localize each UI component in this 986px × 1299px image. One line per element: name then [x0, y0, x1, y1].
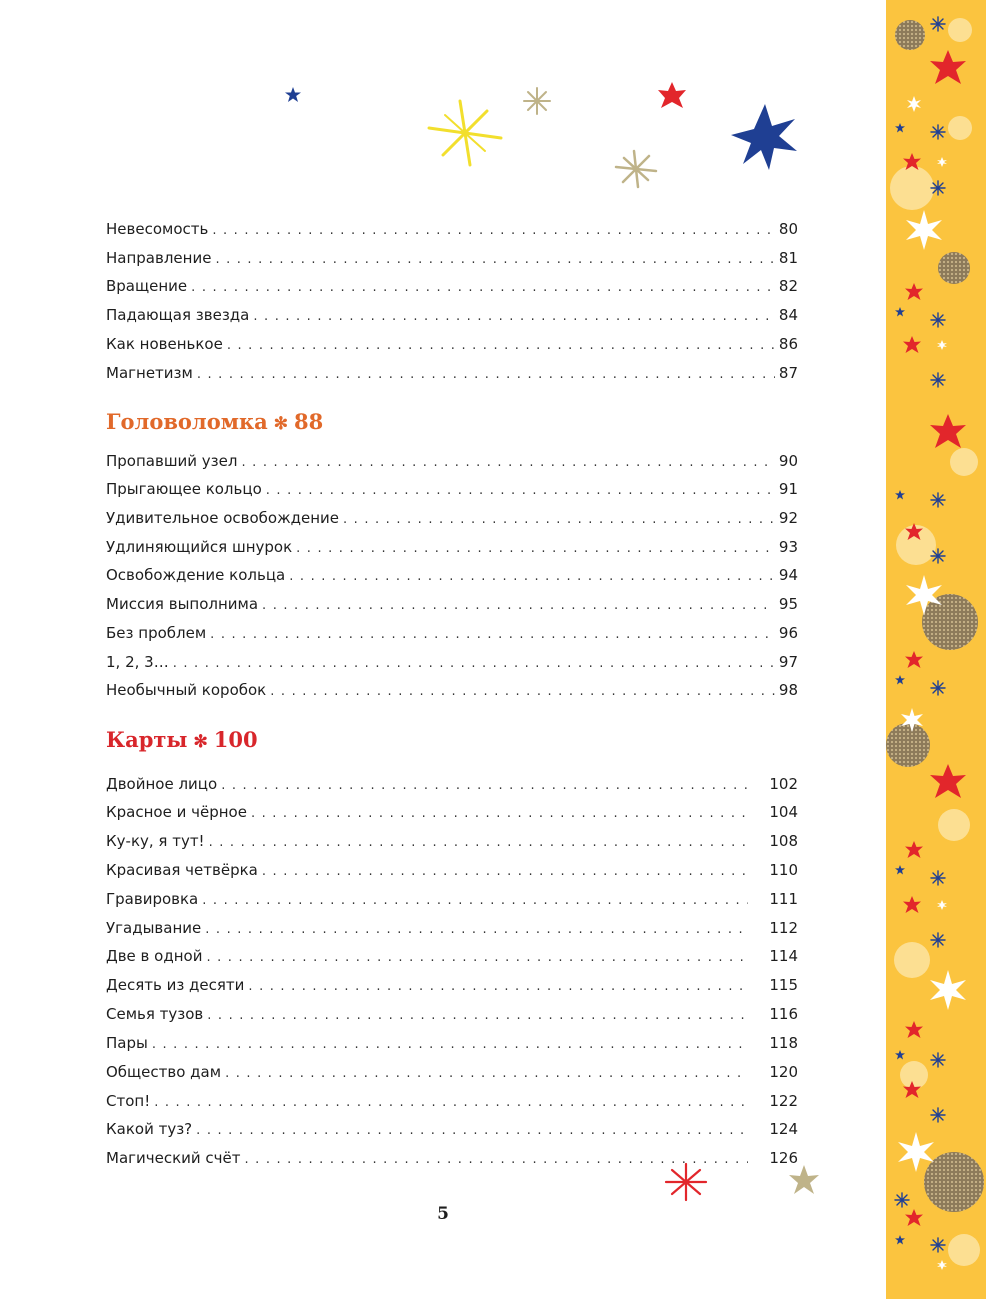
entry-title: Стоп! — [106, 1092, 151, 1110]
toc-entry[interactable] — [106, 1090, 798, 1112]
leader-dots — [248, 976, 748, 998]
khaki-sparkle-icon — [524, 88, 550, 114]
entry-title: Прыгающее кольцо — [106, 480, 262, 498]
entry-title: Миссия выполнима — [106, 595, 259, 613]
toc-entry[interactable] — [106, 679, 798, 701]
toc-entry[interactable] — [106, 450, 798, 472]
entry-title: Угадывание — [106, 919, 202, 937]
leader-dots — [191, 277, 775, 299]
toc-entry[interactable] — [106, 1032, 798, 1054]
entry-page: 104 — [769, 803, 798, 821]
decorative-side-strip — [886, 0, 986, 1299]
entry-title: Падающая звезда — [106, 306, 250, 324]
toc-entry[interactable] — [106, 622, 798, 644]
leader-dots — [173, 653, 775, 675]
big-blue-star-icon — [731, 104, 797, 170]
entry-title: Удивительное освобождение — [106, 509, 339, 527]
entry-title: 1, 2, 3… — [106, 653, 169, 671]
entry-title: Красное и чёрное — [106, 803, 247, 821]
red-star-icon — [658, 82, 686, 108]
toc-entry[interactable] — [106, 478, 798, 500]
entry-page: 118 — [769, 1034, 798, 1052]
toc-entry[interactable] — [106, 333, 798, 355]
entry-title: Магнетизм — [106, 364, 193, 382]
entry-title: Невесомость — [106, 220, 209, 238]
entry-title: Общество дам — [106, 1063, 222, 1081]
leader-dots — [253, 306, 775, 328]
leader-dots — [221, 775, 748, 797]
leader-dots — [205, 919, 748, 941]
entry-title: Удлиняющийся шнурок — [106, 538, 293, 556]
entry-title: Без проблем — [106, 624, 207, 642]
leader-dots — [296, 538, 775, 560]
page-number: 5 — [437, 1204, 449, 1224]
leader-dots — [210, 624, 775, 646]
khaki-sparkle-icon-2 — [616, 151, 656, 187]
entry-title: Семья тузов — [106, 1005, 204, 1023]
entry-title: Двойное лицо — [106, 775, 218, 793]
toc-entry[interactable] — [106, 304, 798, 326]
leader-dots — [241, 452, 774, 474]
toc-entry[interactable] — [106, 945, 798, 967]
toc-entry[interactable] — [106, 536, 798, 558]
entry-title: Пропавший узел — [106, 452, 238, 470]
entry-page: 84 — [778, 306, 798, 324]
entry-page: 97 — [778, 653, 798, 671]
entry-title: Две в одной — [106, 947, 203, 965]
entry-page: 122 — [769, 1092, 798, 1110]
toc-entry[interactable] — [106, 888, 798, 910]
entry-page: 82 — [778, 277, 798, 295]
toc-entry[interactable] — [106, 801, 798, 823]
top-decorative-stars — [0, 0, 886, 210]
entry-title: Пары — [106, 1034, 148, 1052]
entry-title: Какой туз? — [106, 1120, 193, 1138]
entry-page: 126 — [769, 1149, 798, 1167]
leader-dots — [215, 249, 774, 271]
entry-page: 80 — [778, 220, 798, 238]
entry-page: 92 — [778, 509, 798, 527]
toc-entry[interactable] — [106, 1118, 798, 1140]
toc-entry[interactable] — [106, 507, 798, 529]
section-heading-cards[interactable] — [106, 727, 258, 752]
section-page: 100 — [213, 727, 258, 752]
section-title: Карты — [106, 727, 188, 752]
leader-dots — [152, 1034, 748, 1056]
entry-page: 110 — [769, 861, 798, 879]
entry-page: 111 — [769, 890, 798, 908]
entry-page: 115 — [769, 976, 798, 994]
leader-dots — [202, 890, 748, 912]
leader-dots — [206, 947, 748, 969]
leader-dots — [266, 480, 775, 502]
entry-page: 95 — [778, 595, 798, 613]
leader-dots — [207, 1005, 748, 1027]
leader-dots — [270, 681, 775, 703]
red-sparkle-icon — [666, 1164, 706, 1200]
entry-title: Десять из десяти — [106, 976, 245, 994]
entry-title: Ку-ку, я тут! — [106, 832, 205, 850]
yellow-sparkle-icon — [429, 101, 501, 165]
section-title: Головоломка — [106, 409, 268, 434]
entry-page: 93 — [778, 538, 798, 556]
toc-entry[interactable] — [106, 651, 798, 673]
asterisk-separator-icon: ✻ — [273, 414, 288, 434]
asterisk-separator-icon: ✻ — [193, 732, 208, 752]
entry-page: 81 — [778, 249, 798, 267]
bottom-decorative-stars — [650, 1150, 850, 1220]
toc-entry[interactable] — [106, 830, 798, 852]
leader-dots — [212, 220, 775, 242]
leader-dots — [209, 832, 748, 854]
toc-entry[interactable] — [106, 362, 798, 384]
leader-dots — [225, 1063, 748, 1085]
entry-page: 94 — [778, 566, 798, 584]
toc-entry[interactable] — [106, 1003, 798, 1025]
entry-page: 87 — [778, 364, 798, 382]
entry-page: 98 — [778, 681, 798, 699]
toc-entry[interactable] — [106, 218, 798, 240]
toc-entry[interactable] — [106, 593, 798, 615]
entry-title: Направление — [106, 249, 212, 267]
entry-title: Гравировка — [106, 890, 199, 908]
entry-page: 120 — [769, 1063, 798, 1081]
entry-title: Вращение — [106, 277, 188, 295]
leader-dots — [196, 1120, 748, 1142]
small-blue-star-icon — [285, 87, 301, 102]
leader-dots — [154, 1092, 748, 1114]
entry-page: 102 — [769, 775, 798, 793]
entry-page: 116 — [769, 1005, 798, 1023]
entry-title: Необычный коробок — [106, 681, 267, 699]
entry-page: 112 — [769, 919, 798, 937]
toc-entry[interactable] — [106, 859, 798, 881]
leader-dots — [262, 861, 748, 883]
toc-entry[interactable] — [106, 917, 798, 939]
toc-entry[interactable] — [106, 247, 798, 269]
entry-page: 91 — [778, 480, 798, 498]
entry-title: Как новенькое — [106, 335, 223, 353]
entry-page: 114 — [769, 947, 798, 965]
leader-dots — [227, 335, 775, 357]
entry-page: 90 — [778, 452, 798, 470]
entry-page: 96 — [778, 624, 798, 642]
section-heading-puzzle[interactable] — [106, 409, 323, 434]
entry-page: 86 — [778, 335, 798, 353]
toc-entry[interactable] — [106, 773, 798, 795]
khaki-star-icon — [789, 1165, 819, 1194]
leader-dots — [197, 364, 775, 386]
section-page: 88 — [294, 409, 324, 434]
entry-title: Красивая четвёрка — [106, 861, 258, 879]
toc-entry[interactable] — [106, 275, 798, 297]
leader-dots — [251, 803, 748, 825]
leader-dots — [343, 509, 775, 531]
toc-entry[interactable] — [106, 974, 798, 996]
toc-entry[interactable] — [106, 1061, 798, 1083]
entry-page: 124 — [769, 1120, 798, 1138]
entry-title: Магический счёт — [106, 1149, 241, 1167]
leader-dots — [289, 566, 775, 588]
leader-dots — [262, 595, 775, 617]
entry-title: Освобождение кольца — [106, 566, 286, 584]
toc-entry[interactable] — [106, 564, 798, 586]
entry-page: 108 — [769, 832, 798, 850]
